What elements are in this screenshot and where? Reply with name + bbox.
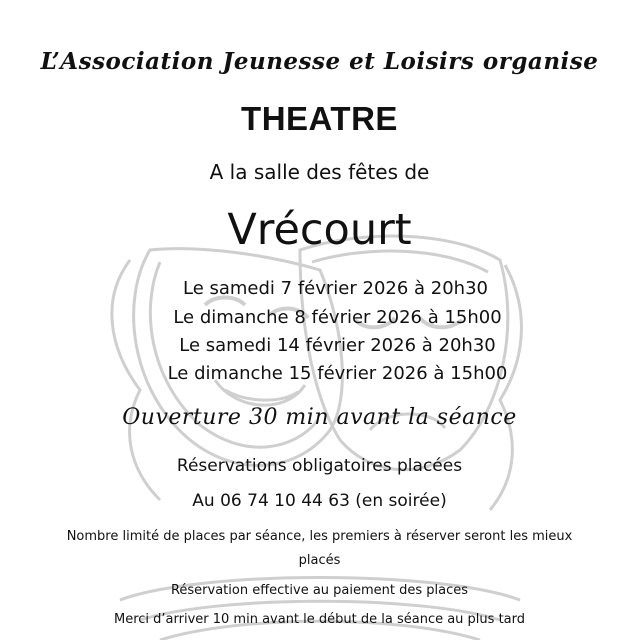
event-title: THEATRE — [241, 100, 398, 137]
organizer-line: L’Association Jeunesse et Loisirs organise — [40, 48, 599, 75]
seat-limit-note-continued: placés — [298, 553, 341, 568]
village-name: Vrécourt — [227, 205, 412, 255]
phone-number: Au 06 74 10 44 63 (en soirée) — [192, 491, 447, 511]
payment-note: Réservation effective au paiement des places — [170, 583, 469, 598]
venue-intro: A la salle des fêtes de — [209, 160, 430, 184]
performance-date: Le samedi 7 février 2026 à 20h30 — [182, 278, 488, 299]
opening-notice: Ouverture 30 min avant la séance — [122, 405, 517, 430]
performance-date: Le dimanche 8 février 2026 à 15h00 — [173, 307, 502, 328]
reservations-notice: Réservations obligatoires placées — [176, 456, 463, 476]
performance-date: Le dimanche 15 février 2026 à 15h00 — [167, 363, 508, 384]
performance-date: Le samedi 14 février 2026 à 20h30 — [179, 335, 496, 356]
seat-limit-note: Nombre limité de places par séance, les premiers à réserver seront les mieux — [66, 529, 573, 544]
arrival-note: Merci d’arriver 10 min avant le début de la séance au plus tard — [113, 612, 525, 627]
